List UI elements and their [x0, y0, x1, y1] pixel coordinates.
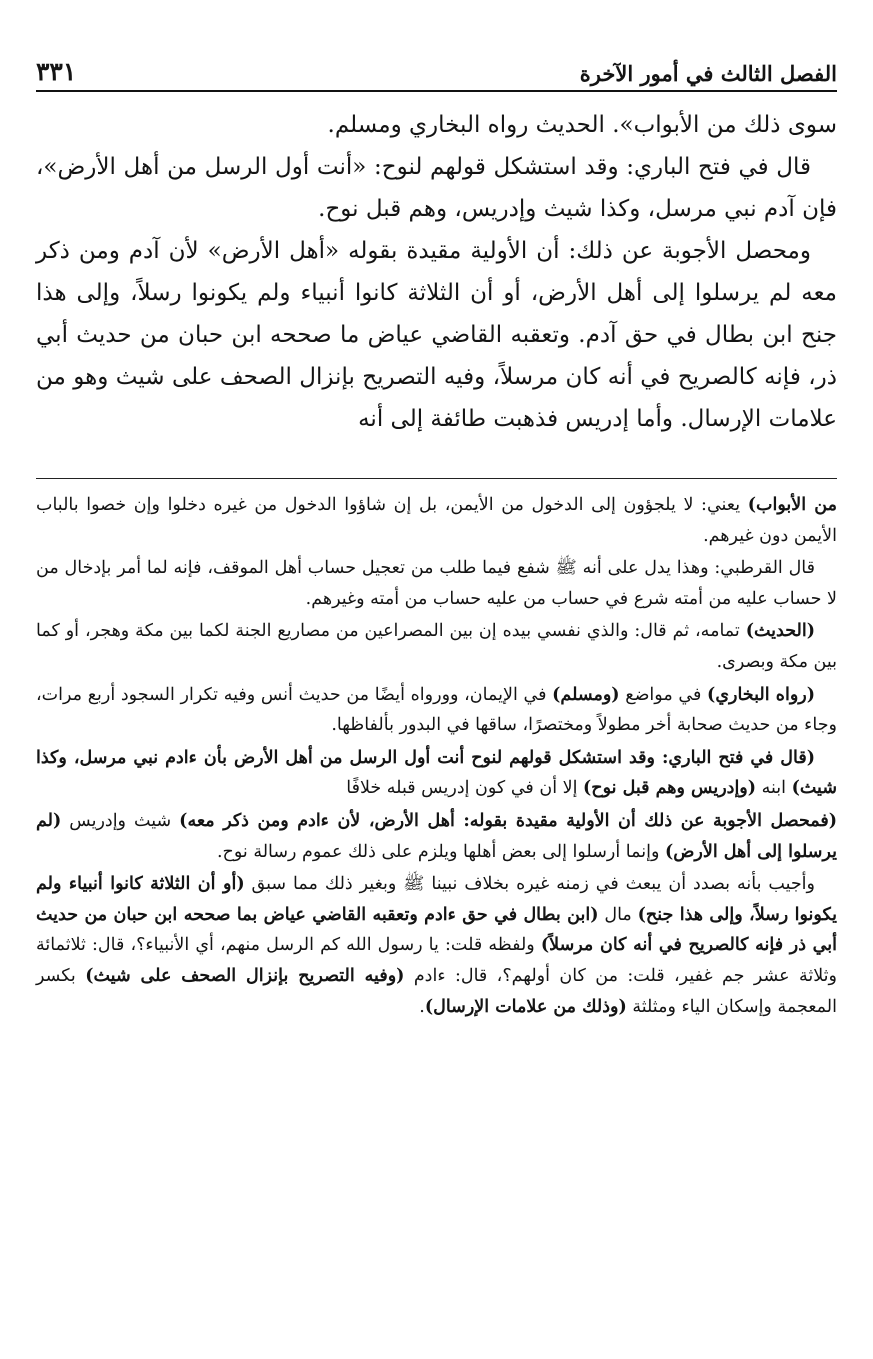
footnote-text: إلا أن في كون إدريس قبله خلافًا	[346, 778, 584, 799]
footnote-text: في مواضع	[619, 684, 708, 705]
footnote-paragraph	[36, 490, 837, 551]
main-paragraph: قال في فتح الباري: وقد استشكل قولهم لنوح: «أنت أول الرسل من أهل الأرض»، فإن آدم نبي مرسل، وكذا شيث وإدريس، وهم قبل نوح.	[36, 154, 837, 222]
footnote-text: .	[419, 996, 425, 1017]
footnote-keyword: (لم يرسلوا إلى أهل الأرض)	[36, 810, 837, 862]
footnote-text: وأجيب بأنه بصدد أن يبعث في زمنه غيره بخلاف نبينا ﷺ وبغير ذلك مما سبق	[244, 874, 815, 895]
footnote-paragraph	[36, 869, 837, 1022]
footnote-keyword: (أو أن الثلاثة كانوا أنبياء ولم يكونوا رسلاً، وإلى هذا جنح)	[36, 874, 837, 925]
footnote-keyword: (قال في فتح الباري: وقد استشكل قولهم لنوح أنت أول الرسل من أهل الأرض بأن ءادم نبي مرسل، وكذا شيث)	[36, 747, 837, 799]
footnote-paragraph	[36, 553, 837, 614]
footnote-paragraph	[36, 680, 837, 741]
page-header	[36, 46, 837, 86]
footnote-text: شيث وإدريس	[61, 810, 180, 831]
footnote-text: بكسر المعجمة وإسكان الياء ومثلثة	[36, 965, 837, 1017]
footnote-text: يعني: لا يلجؤون إلى الدخول من الأيمن، بل إن شاؤوا الدخول من غيره دخلوا وإن خصوا بالباب الأيمن دون غيرهم.	[36, 495, 837, 546]
footnote-text: قال القرطبي: وهذا يدل على أنه ﷺ شفع فيما طلب من تعجيل حساب أهل الموقف، فإنه لما أمر بإدخال من لا حساب عليه من أمته شرع في حساب من عليه حساب من أمته وغيرهم.	[36, 558, 837, 609]
footnote-keyword: (ومسلم)	[552, 684, 620, 705]
footnote-keyword: (الحديث)	[745, 621, 815, 642]
footnote-paragraph	[36, 616, 837, 677]
footnote-keyword: من الأبواب)	[747, 495, 837, 515]
footnotes	[36, 490, 837, 1024]
footnote-text: ابنه	[756, 778, 792, 799]
footnote-paragraph	[36, 743, 837, 804]
footnote-keyword: (ابن بطال في حق ءادم وتعقبه القاضي عياض بما صححه ابن حبان من حديث أبي ذر فإنه كالصريح في أنه كان مرسلاً)	[36, 904, 838, 956]
main-paragraph: سوى ذلك من الأبواب». الحديث رواه البخاري ومسلم.	[327, 112, 837, 138]
footnote-text: وإنما أرسلوا إلى بعض أهلها ويلزم على ذلك عموم رسالة نوح.	[216, 841, 665, 862]
footnote-keyword: (وذلك من علامات الإرسال)	[424, 996, 627, 1017]
main-paragraph: ومحصل الأجوبة عن ذلك: أن الأولية مقيدة بقوله «أهل الأرض» لأن آدم ومن ذكر معه لم يرسلوا إلى أهل الأرض، أو أن الثلاثة كانوا أنبياء ولم يكونوا رسلاً، وإلى هذا جنح ابن بطال في حق آدم. وتعقبه القاضي عياض ما صححه ابن حبان من حديث أبي ذر، فإنه كالصريح في أنه كان مرسلاً، وفيه التصريح بإنزال الصحف على شيث وهو من علامات الإرسال. وأما إدريس فذهبت طائفة إلى أنه	[36, 238, 837, 432]
footnote-text: تمامه، ثم قال: والذي نفسي بيده إن بين المصراعين من مصاريع الجنة لكما بين مكة وهجر، أو كما بين مكة وبصرى.	[36, 621, 837, 672]
footnote-keyword: (فمحصل الأجوبة عن ذلك أن الأولية مقيدة بقوله: أهل الأرض، لأن ءادم ومن ذكر معه)	[179, 810, 837, 831]
footnote-rule	[36, 478, 837, 479]
main-text	[36, 104, 837, 440]
footnote-keyword: (وإدريس وهم قبل نوح)	[583, 778, 757, 799]
footnote-text: مال	[598, 904, 638, 925]
page-number: ٣٣١	[36, 57, 77, 86]
footnote-keyword: (رواه البخاري)	[707, 684, 816, 705]
footnote-paragraph	[36, 806, 837, 867]
header-rule	[36, 90, 837, 92]
running-title: الفصل الثالث في أمور الآخرة	[579, 61, 837, 86]
footnote-text: ولفظه قلت: يا رسول الله كم الرسل منهم، أي الأنبياء؟، قال: ثلاثمائة وثلاثة عشر جم غفير، قلت: من كان أولهم؟، قال: ءادم	[36, 935, 838, 986]
footnote-text: في الإيمان، وورواه أيضًا من حديث أنس وفيه تكرار السجود أربع مرات، وجاء من حديث صحابة أخر مطولاً ومختصرًا، ساقها في البدور بألفاظها.	[36, 684, 837, 736]
footnote-keyword: (وفيه التصريح بإنزال الصحف على شيث)	[85, 965, 405, 986]
